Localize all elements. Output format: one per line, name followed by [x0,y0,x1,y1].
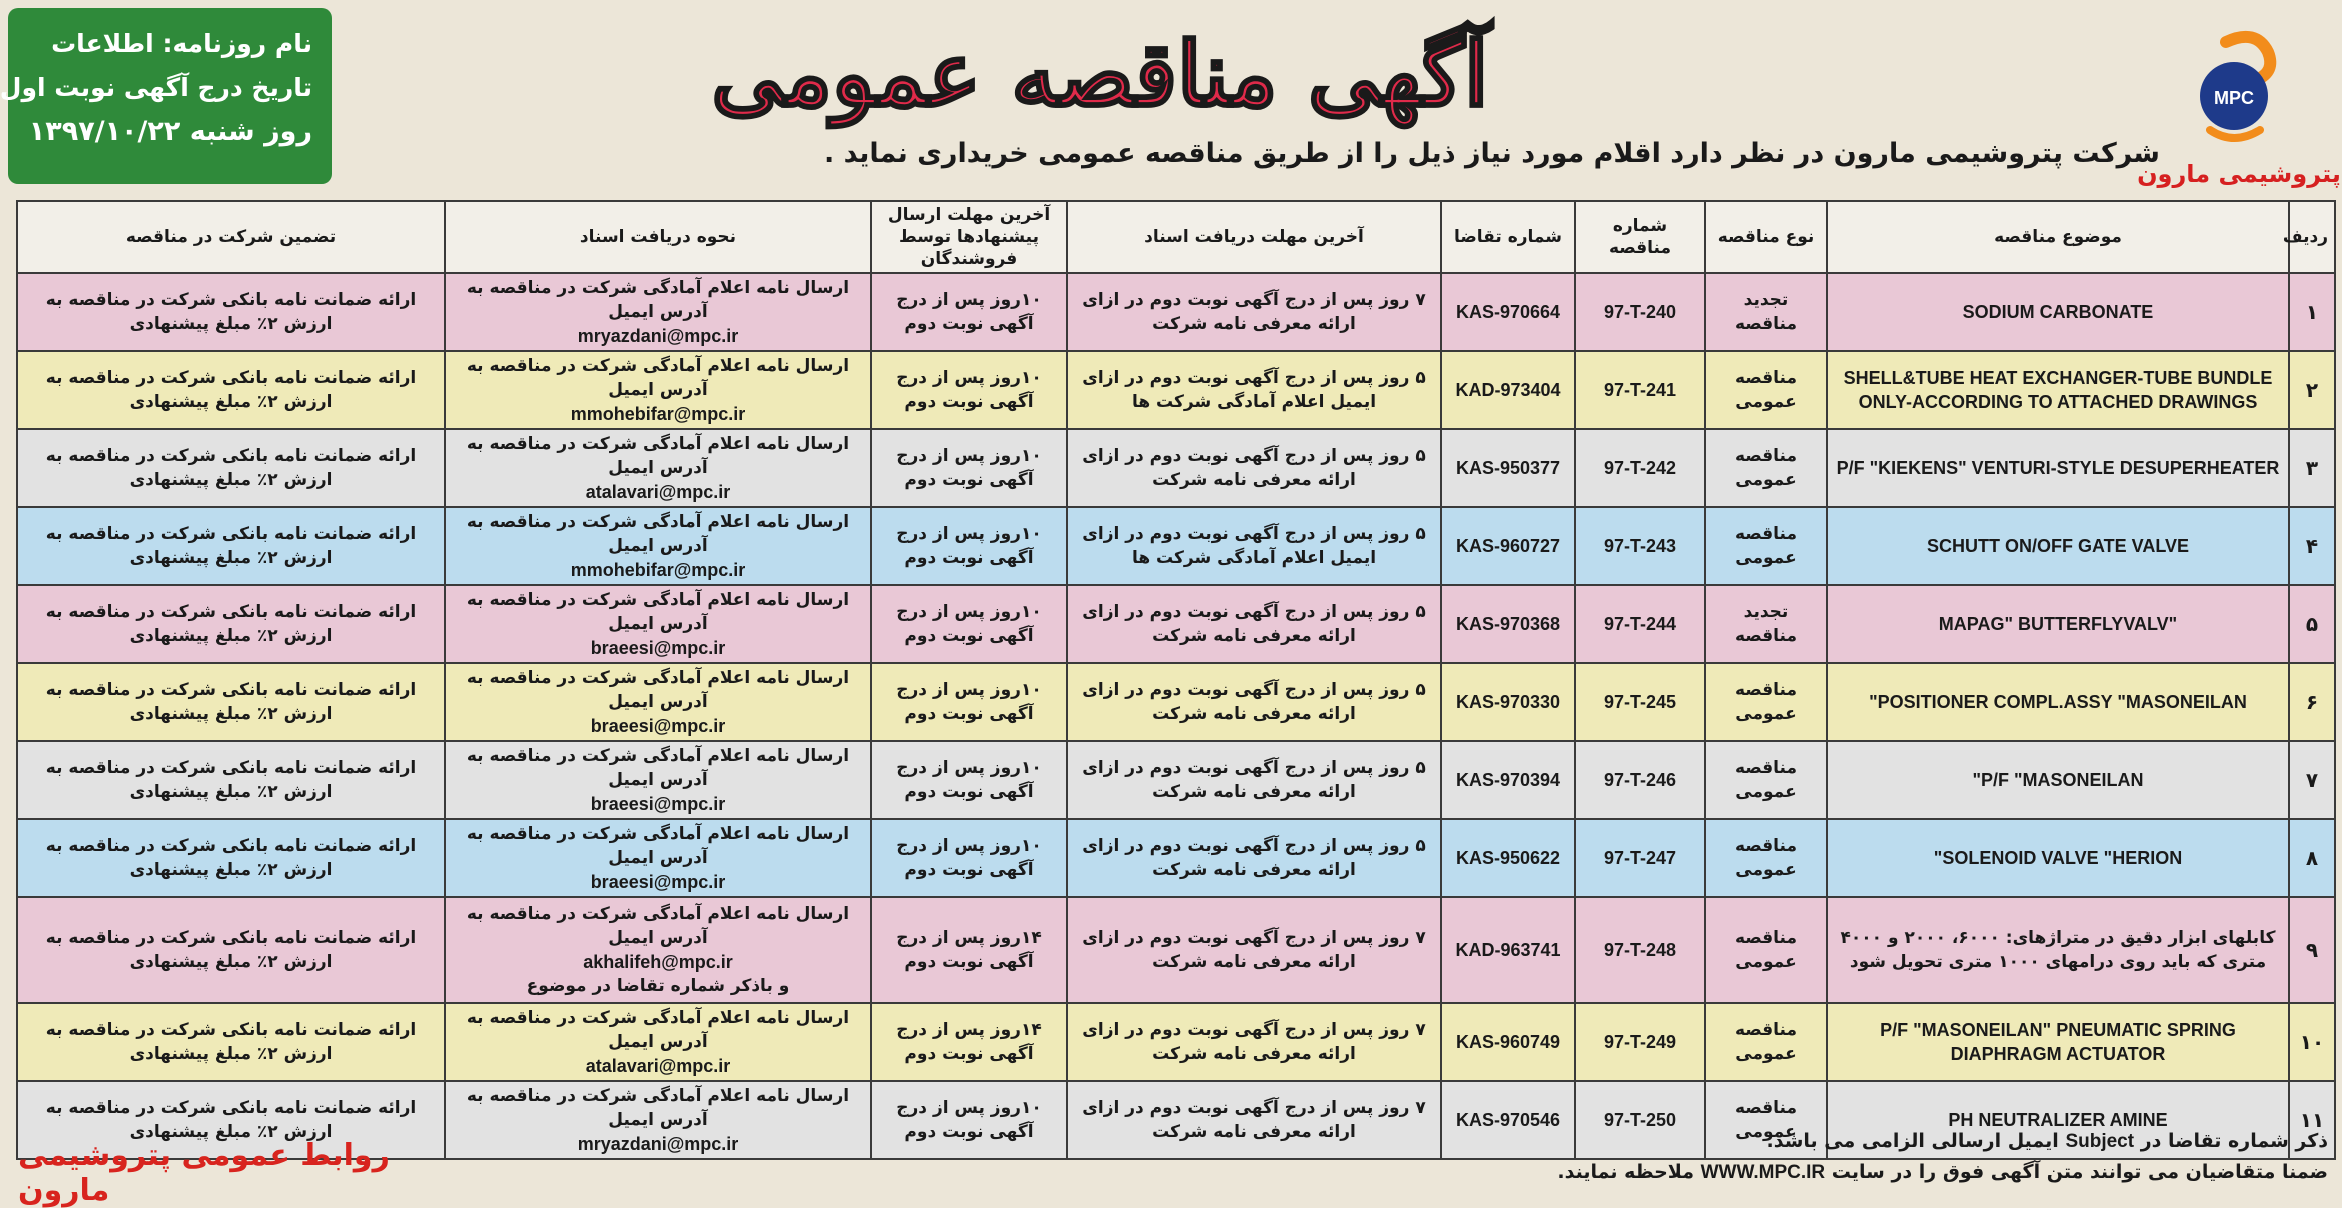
cell-offer-deadline: ۱۰روز پس از درج آگهی نوبت دوم [871,507,1067,585]
doc-method-text: ارسال نامه اعلام آمادگی شرکت در مناقصه به آدرس ایمیل [466,1008,850,1052]
cell-guarantee: ارائه ضمانت نامه بانکی شرکت در مناقصه به ارزش ۲٪ مبلغ پیشنهادی [17,663,445,741]
cell-doc-deadline: ۵ روز پس از درج آگهی نوبت دوم در ازای ایمیل اعلام آمادگی شرکت ها [1067,351,1441,429]
cell-doc-method [445,273,871,351]
cell-type: تجدید مناقصه [1705,585,1827,663]
header-tender-no: شماره مناقصه [1575,201,1705,273]
publish-date-label: تاریخ درج آگهی نوبت اول [0,73,312,102]
cell-row-no: ۷ [2289,741,2335,819]
cell-tender-no: 97-T-247 [1575,819,1705,897]
cell-tender-no: 97-T-250 [1575,1081,1705,1159]
table-row [17,819,2335,897]
cell-doc-method [445,1003,871,1081]
newspaper-name: نام روزنامه: اطلاعات [51,29,312,58]
cell-guarantee: ارائه ضمانت نامه بانکی شرکت در مناقصه به ارزش ۲٪ مبلغ پیشنهادی [17,819,445,897]
doc-method-text: ارسال نامه اعلام آمادگی شرکت در مناقصه به آدرس ایمیل [466,590,850,634]
cell-doc-method [445,897,871,1003]
cell-guarantee: ارائه ضمانت نامه بانکی شرکت در مناقصه به ارزش ۲٪ مبلغ پیشنهادی [17,1003,445,1081]
cell-doc-method [445,351,871,429]
cell-request-no: KAS-970546 [1441,1081,1575,1159]
doc-method-email[interactable]: mryazdani@mpc.ir [577,326,739,346]
cell-request-no: KAS-970330 [1441,663,1575,741]
logo-name: پتروشیمی مارون [2137,160,2341,188]
doc-method-extra: و باذکر شماره تقاضا در موضوع [526,976,790,996]
doc-method-email[interactable]: braeesi@mpc.ir [590,716,726,736]
cell-doc-deadline: ۵ روز پس از درج آگهی نوبت دوم در ازای ارائه معرفی نامه شرکت [1067,585,1441,663]
publish-date: روز شنبه ۱۳۹۷/۱۰/۲۲ [28,116,312,147]
cell-doc-deadline: ۷ روز پس از درج آگهی نوبت دوم در ازای ارائه معرفی نامه شرکت [1067,1003,1441,1081]
cell-type: تجدید مناقصه [1705,273,1827,351]
table-row [17,585,2335,663]
tender-table [16,200,2336,1160]
footer-notes [728,1126,2328,1188]
footer-note2-a: ضمنا متقاضیان می توانند متن آگهی فوق را در سایت [1831,1161,2328,1183]
doc-method-email[interactable]: mryazdani@mpc.ir [577,1134,739,1154]
cell-row-no: ۱۰ [2289,1003,2335,1081]
cell-row-no: ۱ [2289,273,2335,351]
doc-method-text: ارسال نامه اعلام آمادگی شرکت در مناقصه به آدرس ایمیل [466,904,850,948]
doc-method-text: ارسال نامه اعلام آمادگی شرکت در مناقصه به آدرس ایمیل [466,1086,850,1130]
footer-note2-c: ملاحظه نمایند. [1557,1161,1694,1183]
cell-type: مناقصه عمومی [1705,351,1827,429]
website-link[interactable]: WWW.MPC.IR [1700,1162,1826,1183]
cell-offer-deadline: ۱۰روز پس از درج آگهی نوبت دوم [871,351,1067,429]
doc-method-email[interactable]: atalavari@mpc.ir [585,482,731,502]
cell-tender-no: 97-T-241 [1575,351,1705,429]
cell-tender-no: 97-T-243 [1575,507,1705,585]
doc-method-email[interactable]: braeesi@mpc.ir [590,638,726,658]
cell-subject: SHELL&TUBE HEAT EXCHANGER-TUBE BUNDLE ONLY-ACCORDING TO ATTACHED DRAWINGS [1827,351,2289,429]
cell-type: مناقصه عمومی [1705,1081,1827,1159]
doc-method-email[interactable]: braeesi@mpc.ir [590,794,726,814]
cell-guarantee: ارائه ضمانت نامه بانکی شرکت در مناقصه به ارزش ۲٪ مبلغ پیشنهادی [17,273,445,351]
cell-type: مناقصه عمومی [1705,429,1827,507]
cell-row-no: ۶ [2289,663,2335,741]
cell-offer-deadline: ۱۰روز پس از درج آگهی نوبت دوم [871,663,1067,741]
doc-method-text: ارسال نامه اعلام آمادگی شرکت در مناقصه به آدرس ایمیل [466,356,850,400]
footer-note-subject [728,1126,2328,1157]
cell-subject: P/F "MASONEILAN" PNEUMATIC SPRING DIAPHRAGM ACTUATOR [1827,1003,2289,1081]
cell-doc-deadline: ۵ روز پس از درج آگهی نوبت دوم در ازای ارائه معرفی نامه شرکت [1067,741,1441,819]
cell-offer-deadline: ۱۰روز پس از درج آگهی نوبت دوم [871,585,1067,663]
cell-request-no: KAS-950622 [1441,819,1575,897]
footer-note1-subject: Subject [2065,1131,2135,1152]
table-row [17,351,2335,429]
header-request-no: شماره تقاضا [1441,201,1575,273]
cell-subject: "MAPAG" BUTTERFLYVALV [1827,585,2289,663]
header-offer-deadline: آخرین مهلت ارسال پیشنهادها توسط فروشندگان [871,201,1067,273]
cell-request-no: KAD-963741 [1441,897,1575,1003]
cell-row-no: ۳ [2289,429,2335,507]
cell-type: مناقصه عمومی [1705,741,1827,819]
header-doc-deadline: آخرین مهلت دریافت اسناد [1067,201,1441,273]
cell-request-no: KAS-960749 [1441,1003,1575,1081]
cell-request-no: KAS-970394 [1441,741,1575,819]
cell-tender-no: 97-T-240 [1575,273,1705,351]
mpc-logo-icon [2137,22,2341,202]
doc-method-text: ارسال نامه اعلام آمادگی شرکت در مناقصه به آدرس ایمیل [466,668,850,712]
table-row [17,507,2335,585]
cell-type: مناقصه عمومی [1705,1003,1827,1081]
table-row [17,897,2335,1003]
table-row [17,741,2335,819]
cell-tender-no: 97-T-249 [1575,1003,1705,1081]
cell-offer-deadline: ۱۰روز پس از درج آگهی نوبت دوم [871,819,1067,897]
cell-row-no: ۹ [2289,897,2335,1003]
cell-subject: P/F "KIEKENS" VENTURI-STYLE DESUPERHEATER [1827,429,2289,507]
table-row [17,663,2335,741]
cell-doc-method [445,819,871,897]
cell-guarantee: ارائه ضمانت نامه بانکی شرکت در مناقصه به ارزش ۲٪ مبلغ پیشنهادی [17,585,445,663]
cell-row-no: ۱۱ [2289,1081,2335,1159]
table-row [17,429,2335,507]
cell-offer-deadline: ۱۰روز پس از درج آگهی نوبت دوم [871,429,1067,507]
cell-doc-method [445,663,871,741]
cell-tender-no: 97-T-246 [1575,741,1705,819]
maroon-petrochemical-logo [2137,22,2341,202]
cell-subject: SOLENOID VALVE "HERION" [1827,819,2289,897]
subtitle: شرکت پتروشیمی مارون در نظر دارد اقلام مورد نیاز ذیل را از طریق مناقصه عمومی خریداری نماید . [824,138,2160,169]
cell-doc-deadline: ۷ روز پس از درج آگهی نوبت دوم در ازای ارائه معرفی نامه شرکت [1067,1081,1441,1159]
doc-method-text: ارسال نامه اعلام آمادگی شرکت در مناقصه به آدرس ایمیل [466,824,850,868]
cell-guarantee: ارائه ضمانت نامه بانکی شرکت در مناقصه به ارزش ۲٪ مبلغ پیشنهادی [17,429,445,507]
footer-note1-a: ذکر شماره تقاضا در [2140,1130,2328,1152]
cell-type: مناقصه عمومی [1705,663,1827,741]
cell-row-no: ۴ [2289,507,2335,585]
cell-doc-method [445,585,871,663]
doc-method-text: ارسال نامه اعلام آمادگی شرکت در مناقصه به آدرس ایمیل [466,746,850,790]
cell-offer-deadline: ۱۴روز پس از درج آگهی نوبت دوم [871,1003,1067,1081]
cell-row-no: ۲ [2289,351,2335,429]
doc-method-text: ارسال نامه اعلام آمادگی شرکت در مناقصه به آدرس ایمیل [466,512,850,556]
cell-subject: کابلهای ابزار دقیق در متراژهای: ۶۰۰۰، ۲۰۰۰ و ۴۰۰۰ متری که باید روی درامهای ۱۰۰۰ متری تحویل شود [1827,897,2289,1003]
cell-guarantee: ارائه ضمانت نامه بانکی شرکت در مناقصه به ارزش ۲٪ مبلغ پیشنهادی [17,507,445,585]
cell-doc-method [445,741,871,819]
cell-type: مناقصه عمومی [1705,507,1827,585]
cell-subject: POSITIONER COMPL.ASSY "MASONEILAN" [1827,663,2289,741]
doc-method-text: ارسال نامه اعلام آمادگی شرکت در مناقصه به آدرس ایمیل [466,434,850,478]
cell-guarantee: ارائه ضمانت نامه بانکی شرکت در مناقصه به ارزش ۲٪ مبلغ پیشنهادی [17,897,445,1003]
cell-doc-deadline: ۵ روز پس از درج آگهی نوبت دوم در ازای ارائه معرفی نامه شرکت [1067,819,1441,897]
cell-row-no: ۵ [2289,585,2335,663]
cell-doc-method [445,429,871,507]
cell-type: مناقصه عمومی [1705,819,1827,897]
tender-table-body [17,273,2335,1159]
cell-doc-deadline: ۵ روز پس از درج آگهی نوبت دوم در ازای ارائه معرفی نامه شرکت [1067,429,1441,507]
cell-guarantee: ارائه ضمانت نامه بانکی شرکت در مناقصه به ارزش ۲٪ مبلغ پیشنهادی [17,741,445,819]
cell-offer-deadline: ۱۰روز پس از درج آگهی نوبت دوم [871,273,1067,351]
cell-request-no: KAS-960727 [1441,507,1575,585]
table-row [17,273,2335,351]
headline: آگهی مناقصه عمومی [711,22,1489,126]
cell-subject: PH NEUTRALIZER AMINE [1827,1081,2289,1159]
header-subject: موضوع مناقصه [1827,201,2289,273]
cell-tender-no: 97-T-242 [1575,429,1705,507]
cell-subject: SCHUTT ON/OFF GATE VALVE [1827,507,2289,585]
cell-tender-no: 97-T-248 [1575,897,1705,1003]
cell-subject: P/F "MASONEILAN" [1827,741,2289,819]
table-header-row [17,201,2335,273]
cell-doc-deadline: ۷ روز پس از درج آگهی نوبت دوم در ازای ارائه معرفی نامه شرکت [1067,897,1441,1003]
cell-tender-no: 97-T-245 [1575,663,1705,741]
doc-method-email[interactable]: mmohebifar@mpc.ir [570,404,746,424]
cell-doc-method [445,507,871,585]
logo-monogram: MPC [2214,88,2254,108]
doc-method-text: ارسال نامه اعلام آمادگی شرکت در مناقصه به آدرس ایمیل [466,278,850,322]
cell-request-no: KAS-970368 [1441,585,1575,663]
header-type: نوع مناقصه [1705,201,1827,273]
footer-note-website [728,1157,2328,1188]
table-row [17,1003,2335,1081]
footer-note1-c: ایمیل ارسالی الزامی می باشد. [1766,1130,2059,1152]
cell-tender-no: 97-T-244 [1575,585,1705,663]
cell-doc-deadline: ۵ روز پس از درج آگهی نوبت دوم در ازای ارائه معرفی نامه شرکت [1067,663,1441,741]
header-row-no: ردیف [2289,201,2335,273]
cell-doc-deadline: ۵ روز پس از درج آگهی نوبت دوم در ازای ایمیل اعلام آمادگی شرکت ها [1067,507,1441,585]
header-guarantee: تضمین شرکت در مناقصه [17,201,445,273]
doc-method-email[interactable]: atalavari@mpc.ir [585,1056,731,1076]
cell-guarantee: ارائه ضمانت نامه بانکی شرکت در مناقصه به ارزش ۲٪ مبلغ پیشنهادی [17,1081,445,1159]
cell-request-no: KAS-950377 [1441,429,1575,507]
doc-method-email[interactable]: akhalifeh@mpc.ir [583,952,733,972]
newspaper-info-box [0,8,332,184]
cell-request-no: KAS-970664 [1441,273,1575,351]
cell-offer-deadline: ۱۰روز پس از درج آگهی نوبت دوم [871,1081,1067,1159]
header-doc-method: نحوه دریافت اسناد [445,201,871,273]
cell-offer-deadline: ۱۰روز پس از درج آگهی نوبت دوم [871,741,1067,819]
tender-table-container [16,200,2334,1160]
doc-method-email[interactable]: braeesi@mpc.ir [590,872,726,892]
cell-request-no: KAD-973404 [1441,351,1575,429]
cell-row-no: ۸ [2289,819,2335,897]
cell-subject: SODIUM CARBONATE [1827,273,2289,351]
cell-type: مناقصه عمومی [1705,897,1827,1003]
cell-doc-deadline: ۷ روز پس از درج آگهی نوبت دوم در ازای ارائه معرفی نامه شرکت [1067,273,1441,351]
public-relations-signature: روابط عمومی پتروشیمی مارون [18,1138,390,1208]
doc-method-email[interactable]: mmohebifar@mpc.ir [570,560,746,580]
cell-guarantee: ارائه ضمانت نامه بانکی شرکت در مناقصه به ارزش ۲٪ مبلغ پیشنهادی [17,351,445,429]
cell-offer-deadline: ۱۴روز پس از درج آگهی نوبت دوم [871,897,1067,1003]
